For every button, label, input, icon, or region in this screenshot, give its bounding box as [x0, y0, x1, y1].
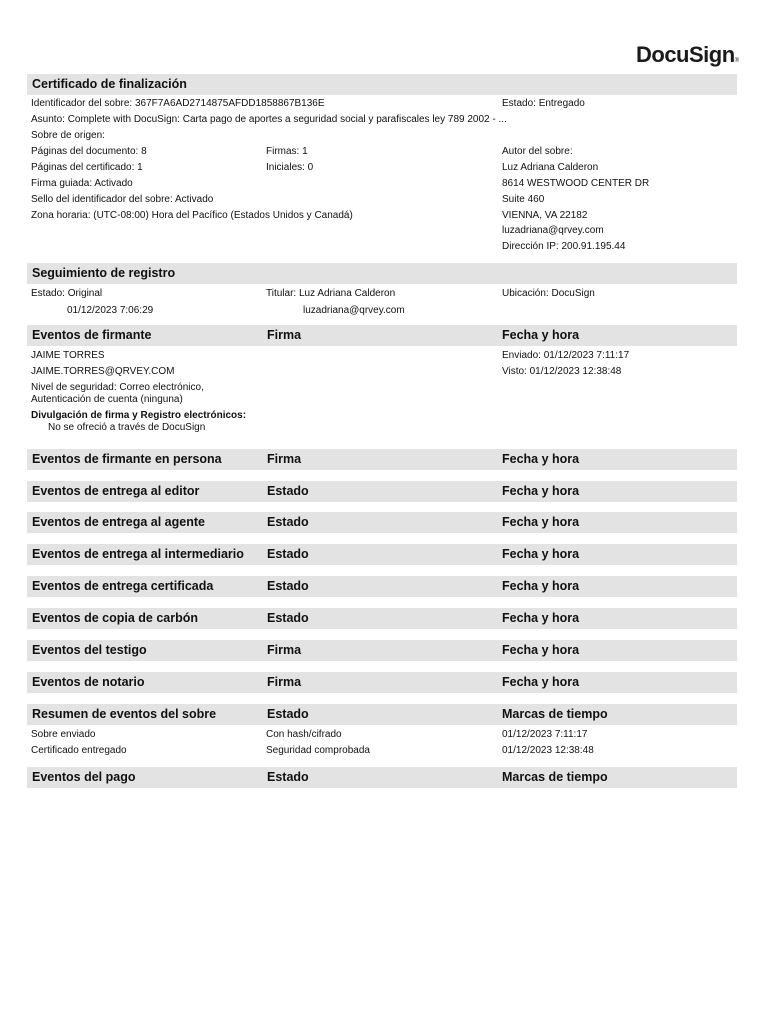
summary-row-time: 01/12/2023 7:11:17: [502, 729, 588, 740]
section-title: Eventos de copia de carbón: [32, 611, 199, 625]
section-col2: Estado: [267, 547, 309, 561]
signer-events-header: [27, 325, 737, 346]
section-col3: Fecha y hora: [502, 484, 580, 498]
signer-disclosure-value: No se ofreció a través de DocuSign: [48, 422, 206, 433]
summary-row-status: Con hash/cifrado: [266, 729, 342, 740]
signer-disclosure-label: Divulgación de firma y Registro electrónicos:: [31, 410, 247, 421]
tracking-holder: Titular: Luz Adriana Calderon: [266, 288, 396, 299]
section-certified-delivery: [27, 576, 737, 597]
summary-title: Resumen de eventos del sobre: [32, 707, 217, 721]
envelope-id: Identificador del sobre: 367F7A6AD2714875AFDD1858867B136E: [31, 98, 325, 109]
section-title: Eventos de notario: [32, 675, 145, 689]
section-title: Eventos de entrega al intermediario: [32, 547, 244, 561]
section-col2: Estado: [267, 611, 309, 625]
author-ip-address: Dirección IP: 200.91.195.44: [502, 241, 626, 252]
summary-row-time: 01/12/2023 12:38:48: [502, 745, 594, 756]
section-witness: [27, 640, 737, 661]
tracking-status: Estado: Original: [31, 288, 103, 299]
signatures-count: Firmas: 1: [266, 146, 308, 157]
summary-row-event: Sobre enviado: [31, 729, 96, 740]
tracking-date: 01/12/2023 7:06:29: [67, 305, 154, 316]
author-address-line3: VIENNA, VA 22182: [502, 210, 588, 221]
time-zone: Zona horaria: (UTC-08:00) Hora del Pacífico (Estados Unidos y Canadá): [31, 210, 353, 221]
initials-count: Iniciales: 0: [266, 162, 314, 173]
payment-header: [27, 767, 737, 788]
payment-timestamp-col: Marcas de tiempo: [502, 770, 608, 784]
author-address-line1: 8614 WESTWOOD CENTER DR: [502, 178, 650, 189]
signer-events-title: Eventos de firmante: [32, 328, 152, 342]
section-col2: Estado: [267, 484, 309, 498]
tracking-header: [27, 263, 737, 284]
section-col2: Firma: [267, 643, 302, 657]
envelope-id-stamp: Sello del identificador del sobre: Activado: [31, 194, 214, 205]
section-col2: Estado: [267, 515, 309, 529]
summary-timestamp-col: Marcas de tiempo: [502, 707, 608, 721]
summary-row-status: Seguridad comprobada: [266, 745, 370, 756]
section-col3: Fecha y hora: [502, 675, 580, 689]
envelope-origin: Sobre de origen:: [31, 130, 105, 141]
section-title: Eventos de firmante en persona: [32, 452, 222, 466]
envelope-status: Estado: Entregado: [502, 98, 585, 109]
section-intermediary-delivery: [27, 544, 737, 565]
signer-datetime-col: Fecha y hora: [502, 328, 580, 342]
section-col3: Fecha y hora: [502, 611, 580, 625]
author-label: Autor del sobre:: [502, 146, 573, 157]
author-email: luzadriana@qrvey.com: [502, 225, 604, 236]
author-address-line2: Suite 460: [502, 194, 545, 205]
section-carbon-copy: [27, 608, 737, 629]
docusign-logo: DocuSign®: [636, 42, 739, 67]
summary-header: [27, 704, 737, 725]
section-title: Eventos de entrega al agente: [32, 515, 205, 529]
summary-status-col: Estado: [267, 707, 309, 721]
section-col2: Firma: [267, 675, 302, 689]
section-col3: Fecha y hora: [502, 643, 580, 657]
section-col3: Fecha y hora: [502, 579, 580, 593]
signer-email: JAIME.TORRES@QRVEY.COM: [31, 366, 175, 377]
section-col2: Estado: [267, 579, 309, 593]
signer-authentication: Autenticación de cuenta (ninguna): [31, 394, 183, 405]
section-notary: [27, 672, 737, 693]
section-col3: Fecha y hora: [502, 547, 580, 561]
section-editor-delivery: [27, 481, 737, 502]
envelope-subject: Asunto: Complete with DocuSign: Carta pago de aportes a seguridad social y parafiscales ley 789 2002 - ...: [31, 114, 507, 125]
tracking-location: Ubicación: DocuSign: [502, 288, 595, 299]
section-title: Eventos de entrega al editor: [32, 484, 200, 498]
summary-row-event: Certificado entregado: [31, 745, 127, 756]
signer-signature-col: Firma: [267, 328, 302, 342]
completion-header: [27, 74, 737, 95]
section-col3: Fecha y hora: [502, 452, 580, 466]
payment-title: Eventos del pago: [32, 770, 136, 784]
completion-title: Certificado de finalización: [32, 77, 187, 91]
signer-viewed-time: Visto: 01/12/2023 12:38:48: [502, 366, 622, 377]
guided-signing: Firma guiada: Activado: [31, 178, 133, 189]
section-col2: Firma: [267, 452, 302, 466]
signer-security-level: Nivel de seguridad: Correo electrónico,: [31, 382, 204, 393]
section-col3: Fecha y hora: [502, 515, 580, 529]
section-in-person-signer: [27, 449, 737, 470]
document-pages: Páginas del documento: 8: [31, 146, 147, 157]
certificate-pages: Páginas del certificado: 1: [31, 162, 143, 173]
tracking-title: Seguimiento de registro: [32, 266, 176, 280]
tracking-holder-email: luzadriana@qrvey.com: [303, 305, 405, 316]
section-agent-delivery: [27, 512, 737, 533]
signer-name: JAIME TORRES: [31, 350, 105, 361]
section-title: Eventos de entrega certificada: [32, 579, 214, 593]
payment-status-col: Estado: [267, 770, 309, 784]
author-name: Luz Adriana Calderon: [502, 162, 599, 173]
section-title: Eventos del testigo: [32, 643, 147, 657]
signer-sent-time: Enviado: 01/12/2023 7:11:17: [502, 350, 630, 361]
